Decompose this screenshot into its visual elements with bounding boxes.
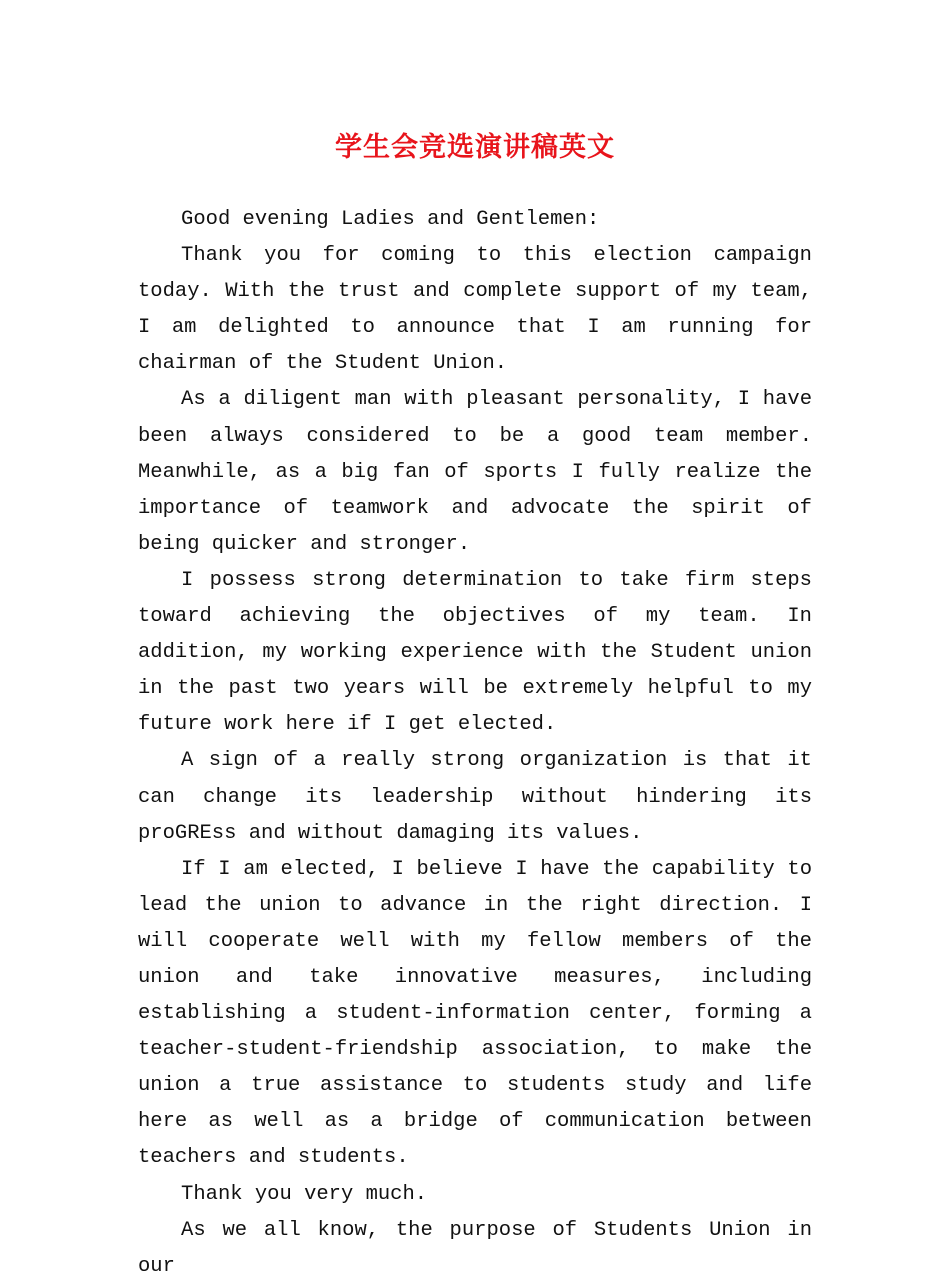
paragraph-greeting: Good evening Ladies and Gentlemen: [181,208,600,231]
paragraph-closing: Thank you very much. [181,1182,428,1206]
paragraph-organization: A sign of a really strong organization is that it can change its leadership without hindering its proGREss and without damaging its values. [138,749,812,845]
document-title: 学生会竞选演讲稿英文 [335,132,615,163]
paragraph-determination: I possess strong determination to take firm steps toward achieving the objectives of my team. In addition, my working experience with the Student union in the past two years will be extremely helpful to my future work here if I get elected. [138,568,812,737]
paragraph-if-elected: If I am elected, I believe I have the capability to lead the union to advance in the right direction. I will cooperate well with my fellow members of the union and take innovative measures, including establishing a student-information center, forming a teacher-student-friendship association, to make the union a true assistance to students study and life here as well as a bridge of communication between teachers and students. [138,857,812,1170]
paragraph-thanks: Thank you for coming to this election campaign today. With the trust and complete support of my team, I am delighted to announce that I am running for chairman of the Student Union. [138,244,812,376]
paragraph-personality: As a diligent man with pleasant personality, I have been always considered to be a good team member. Meanwhile, as a big fan of sports I fully realize the importance of teamwork and advocate the spirit of being quicker and stronger. [138,388,812,556]
document-body [138,202,812,1285]
paragraph-purpose: As we all know, the purpose of Students Union in our [138,1218,812,1278]
